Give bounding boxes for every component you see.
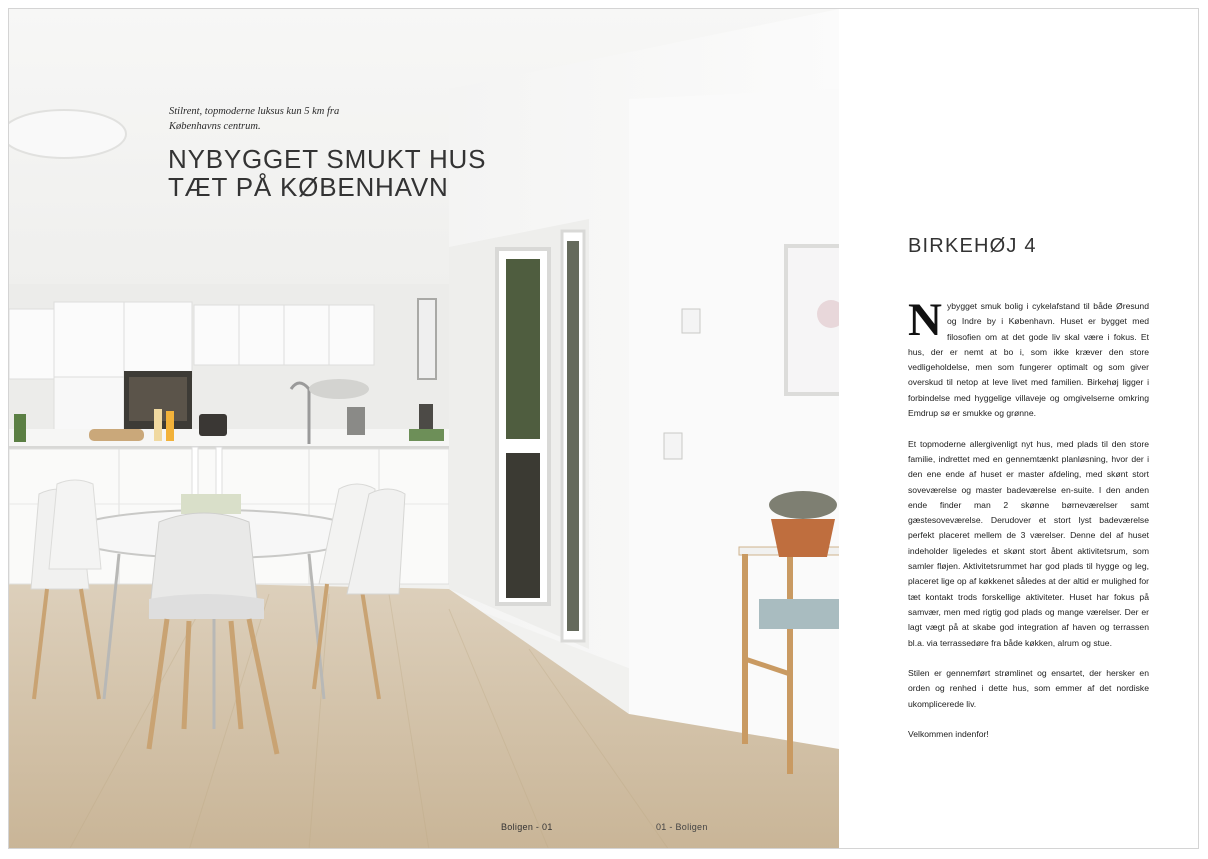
subtitle-line-1: Stilrent, topmoderne luksus kun 5 km fra: [169, 106, 340, 117]
folio-right: 01 - Boligen: [656, 822, 708, 832]
property-heading: BIRKEHØJ 4: [908, 235, 1037, 257]
paragraph-3: Stilen er gennemført strømlinet og ensartet, der hersker en orden og renhed i dette hus, som emmer af det nordiske ukomplicerede liv.: [908, 668, 1149, 709]
headline-line-1: NYBYGGET SMUKT HUS: [168, 144, 487, 174]
brochure-spread: [8, 8, 1199, 849]
paragraph-4: Velkommen indenfor!: [908, 729, 989, 740]
page-headline: [168, 145, 486, 201]
paragraph-1: [908, 294, 1149, 421]
interior-photo: [9, 9, 839, 849]
paragraph-2: Et topmoderne allergivenligt nyt hus, med plads til den store familie, indrettet med en gennemtænkt planløsning, hvor der i den ene ende af huset er master afdeling, med skønt stort soveværelse og master badeværelse en-suite. I den anden ende finder man 2 skønne børneværelser samt gæstesoveværelse. Derudover et stort lyst badeværelse perfekt placeret mellem de 3 værelser. Denne del af huset indeholder ligeledes et skønt stort åbent aktivitetsrum, som samler fløjen. Aktivitetsrummet har god plads til hygge og leg, placeret lige op af køkkenet således at der altid er mulighed for tæt kontakt trods forskellige aktiviteter. Huset har fokus på samvær, men med rigtig god plads og mange værelser. Der er lagt vægt på at skabe god integration af haven og terrassen bl.a. via terrassedøre fra både køkken, alrum og stue.: [908, 438, 1149, 648]
drop-cap: N: [908, 294, 942, 346]
headline-line-2: TÆT PÅ KØBENHAVN: [168, 172, 449, 202]
folio-left: Boligen - 01: [501, 822, 553, 832]
body-text: [908, 294, 1149, 758]
kitchen-dining-illustration: [9, 9, 839, 849]
paragraph-1-text: ybygget smuk bolig i cykelafstand til både Øresund og Indre by i København. Huset er bygget med filosofien om at det gode liv skal være i fokus. Et hus, der er nemt at bo i, som ikke kræver den store vedligeholdelse, men som fungerer optimalt og som giver overskud til netop at leve livet med familien. Birkehøj ligger i forbindelse med hyggelige villaveje og omgivelserne omkring Emdrup sø er smukke og grønne.: [908, 301, 1149, 419]
photo-subtitle: [169, 104, 429, 134]
subtitle-line-2: Københavns centrum.: [169, 121, 261, 132]
text-page: [839, 9, 1199, 849]
